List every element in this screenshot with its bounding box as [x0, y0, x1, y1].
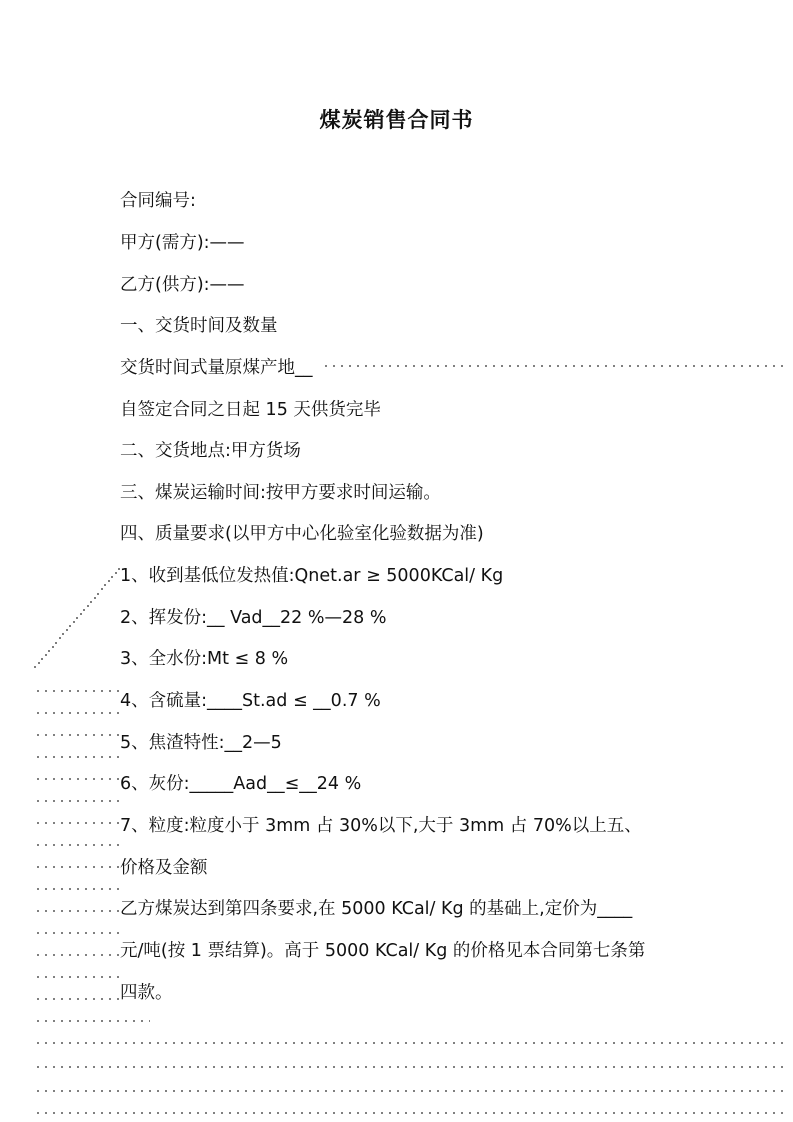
contract-number-line: 合同编号:	[120, 191, 196, 211]
dotted-margin-line	[34, 888, 120, 890]
dotted-margin-line	[34, 844, 120, 846]
quality-item-3: 3、全水份:Mt ≤ 8 %	[120, 649, 289, 669]
dotted-diagonal-dot	[104, 584, 106, 586]
dotted-diagonal-dot	[115, 572, 117, 574]
quality-item-1: 1、收到基低位发热值:Qnet.ar ≥ 5000KCal/ Kg	[120, 566, 504, 586]
party-b-line: 乙方(供方):——	[120, 275, 245, 295]
quality-item-7: 7、粒度:粒度小于 3mm 占 30%以下,大于 3mm 占 70%以上五、	[120, 816, 642, 836]
quality-item-4: 4、含硫量:____St.ad ≤ __0.7 %	[120, 691, 381, 711]
dotted-diagonal-dot	[80, 613, 82, 615]
dotted-diagonal-dot	[66, 629, 68, 631]
dotted-diagonal-dot	[55, 642, 57, 644]
dotted-diagonal-dot	[62, 633, 64, 635]
dotted-diagonal-dot	[38, 662, 40, 664]
dotted-diagonal-dot	[87, 605, 89, 607]
dotted-margin-line	[34, 954, 120, 956]
dotted-margin-line	[34, 822, 120, 824]
dotted-diagonal-dot	[45, 654, 47, 656]
dotted-margin-line	[34, 756, 120, 758]
dotted-diagonal-dot	[108, 580, 110, 582]
dotted-diagonal-dot	[76, 617, 78, 619]
quality-item-5: 5、焦渣特性:__2—5	[120, 733, 282, 753]
dotted-diagonal-dot	[111, 576, 113, 578]
dotted-diagonal-dot	[59, 637, 61, 639]
dotted-diagonal-dot	[48, 650, 50, 652]
section-5-heading: 价格及金额	[120, 858, 208, 878]
document-title: 煤炭销售合同书	[319, 108, 474, 132]
dotted-margin-line	[34, 690, 120, 692]
section-2-line: 二、交货地点:甲方货场	[120, 441, 301, 461]
dotted-diagonal-dot	[52, 646, 54, 648]
delivery-time-line: 自签定合同之日起 15 天供货完毕	[120, 400, 381, 420]
dotted-margin-line	[34, 800, 120, 802]
dotted-diagonal-dot	[94, 597, 96, 599]
dotted-margin-line	[34, 998, 120, 1000]
price-paragraph-line-3: 四款。	[120, 983, 173, 1003]
quality-item-2: 2、挥发份:__ Vad__22 %—28 %	[120, 608, 387, 628]
dotted-margin-line	[34, 1020, 150, 1022]
dotted-margin-line	[34, 712, 120, 714]
dotted-diagonal-dot	[41, 658, 43, 660]
dotted-diagonal-dot	[101, 588, 103, 590]
dotted-margin-line	[34, 734, 120, 736]
price-paragraph-line-1: 乙方煤炭达到第四条要求,在 5000 KCal/ Kg 的基础上,定价为____	[120, 899, 633, 919]
dotted-margin-line	[34, 866, 120, 868]
dotted-bottom-line	[34, 1066, 788, 1068]
section-1-heading: 一、交货时间及数量	[120, 316, 278, 336]
dotted-diagonal-dot	[83, 609, 85, 611]
delivery-origin-line: 交货时间式量原煤产地__	[120, 358, 313, 378]
party-a-line: 甲方(需方):——	[120, 233, 245, 253]
quality-item-6: 6、灰份:_____Aad__≤__24 %	[120, 774, 362, 794]
dotted-diagonal-dot	[34, 666, 36, 668]
dotted-diagonal-dot	[69, 625, 71, 627]
dotted-margin-line	[34, 910, 120, 912]
section-4-heading: 四、质量要求(以甲方中心化验室化验数据为准)	[120, 524, 484, 544]
dotted-diagonal-dot	[90, 601, 92, 603]
dotted-diagonal-dot	[97, 593, 99, 595]
dotted-margin-line	[34, 778, 120, 780]
dotted-bottom-line	[34, 1090, 788, 1092]
dotted-diagonal-dot	[73, 621, 75, 623]
price-paragraph-line-2: 元/吨(按 1 票结算)。高于 5000 KCal/ Kg 的价格见本合同第七条第	[120, 941, 646, 961]
dotted-leader-line	[322, 365, 788, 367]
dotted-margin-line	[34, 976, 120, 978]
dotted-margin-line	[34, 932, 120, 934]
dotted-bottom-line	[34, 1112, 788, 1114]
section-3-line: 三、煤炭运输时间:按甲方要求时间运输。	[120, 483, 441, 503]
dotted-bottom-line	[34, 1042, 788, 1044]
dotted-diagonal-dot	[118, 568, 120, 570]
